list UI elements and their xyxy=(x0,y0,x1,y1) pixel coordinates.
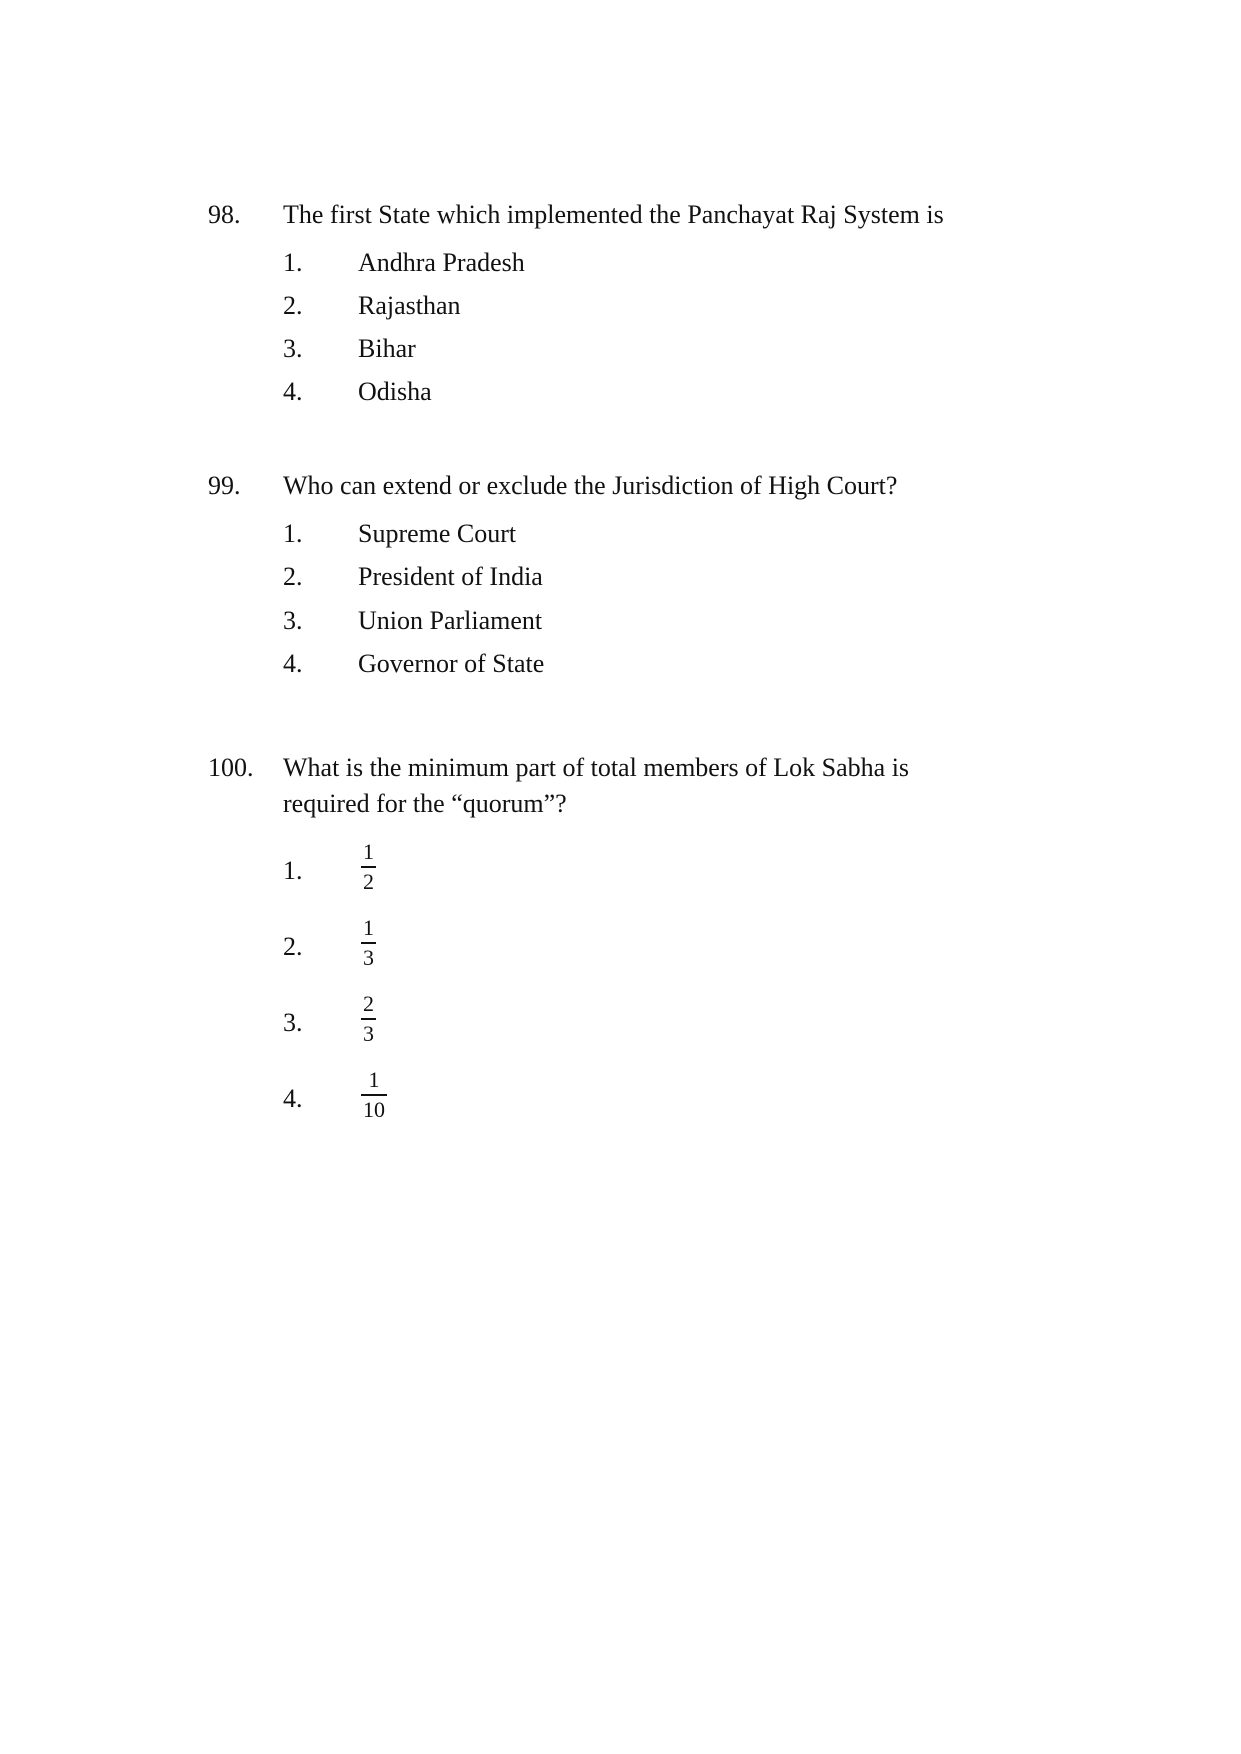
fraction xyxy=(361,990,376,1048)
question-number: 99. xyxy=(208,471,241,500)
option-text: Andhra Pradesh xyxy=(358,248,525,277)
option-text: Bihar xyxy=(358,334,416,363)
option-text: President of India xyxy=(358,562,543,591)
option-1[interactable] xyxy=(283,516,983,556)
option-3[interactable] xyxy=(283,331,983,371)
option-number: 2. xyxy=(283,291,303,320)
option-4[interactable] xyxy=(283,374,983,414)
option-number: 2. xyxy=(283,932,303,961)
option-number: 3. xyxy=(283,606,303,635)
option-number: 1. xyxy=(283,519,303,548)
option-number: 3. xyxy=(283,1008,303,1037)
option-2[interactable] xyxy=(283,559,983,599)
fraction xyxy=(361,838,376,896)
option-number: 3. xyxy=(283,334,303,363)
question-text: The first State which implemented the Panchayat Raj System is xyxy=(283,200,944,229)
option-text: Rajasthan xyxy=(358,291,461,320)
option-text: Governor of State xyxy=(358,649,545,678)
question-number: 100. xyxy=(208,753,254,782)
option-number: 2. xyxy=(283,562,303,591)
question-number: 98. xyxy=(208,200,241,229)
option-3[interactable] xyxy=(283,990,583,1056)
option-4[interactable] xyxy=(283,1066,583,1132)
fraction-denominator: 2 xyxy=(363,868,374,894)
fraction-numerator: 1 xyxy=(363,915,374,940)
option-1[interactable] xyxy=(283,245,983,285)
fraction-denominator: 3 xyxy=(363,944,374,970)
option-3[interactable] xyxy=(283,603,983,643)
option-number: 1. xyxy=(283,856,303,885)
option-text: Supreme Court xyxy=(358,519,517,548)
option-4[interactable] xyxy=(283,646,983,686)
option-number: 4. xyxy=(283,1084,303,1113)
question-text: What is the minimum part of total members of Lok Sabha is required for the “quorum”? xyxy=(283,753,910,818)
option-1[interactable] xyxy=(283,838,583,904)
fraction-denominator: 10 xyxy=(363,1096,385,1122)
fraction xyxy=(361,914,376,972)
fraction-numerator: 1 xyxy=(363,839,374,864)
option-text: Odisha xyxy=(358,377,432,406)
option-2[interactable] xyxy=(283,288,983,328)
option-number: 1. xyxy=(283,248,303,277)
fraction xyxy=(361,1066,387,1124)
option-2[interactable] xyxy=(283,914,583,980)
question-text: Who can extend or exclude the Jurisdiction of High Court? xyxy=(283,471,898,500)
fraction-denominator: 3 xyxy=(363,1020,374,1046)
fraction-numerator: 1 xyxy=(368,1067,380,1092)
option-number: 4. xyxy=(283,649,303,678)
option-number: 4. xyxy=(283,377,303,406)
option-text: Union Parliament xyxy=(358,606,543,635)
fraction-numerator: 2 xyxy=(363,991,374,1016)
